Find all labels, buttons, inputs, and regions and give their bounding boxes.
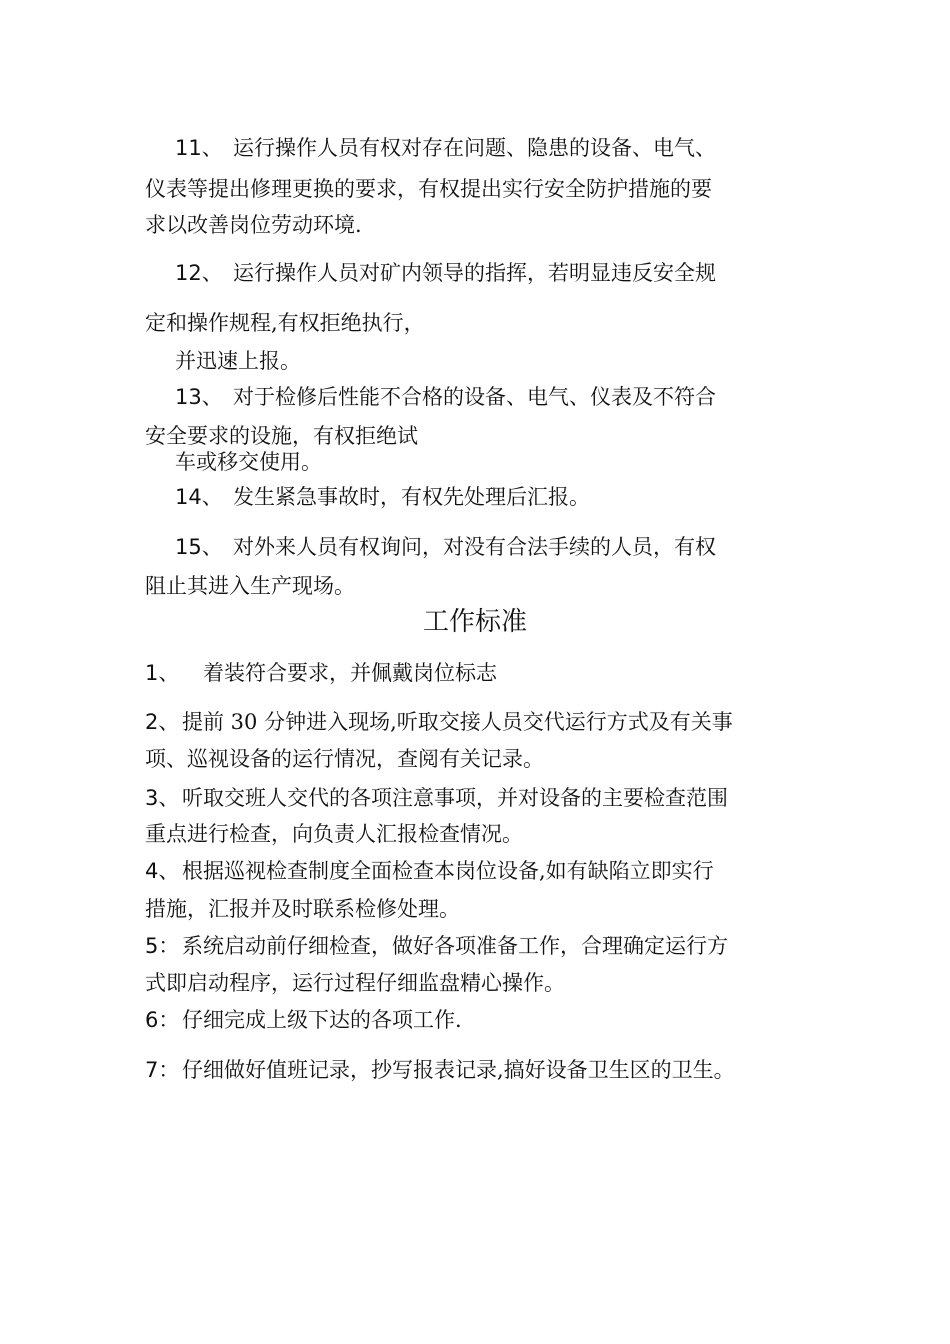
- section-title: 工作标准: [422, 607, 527, 637]
- item-text-line: 仔细做好值班记录，抄写报表记录,搞好设备卫生区的卫生。: [182, 1058, 735, 1082]
- item-text-line: 运行操作人员有权对存在问题、隐患的设备、电气、: [233, 136, 716, 160]
- item-number: 11、: [175, 136, 223, 160]
- item-number: 13、: [175, 385, 223, 409]
- item-number: 4、: [145, 859, 180, 883]
- item-text-line: 发生紧急事故时，有权先处理后汇报。: [233, 485, 590, 509]
- item-text-line: 并迅速上报。: [175, 349, 301, 373]
- item-number: 2、: [145, 710, 180, 734]
- item-text-line: 阻止其进入生产现场。: [145, 574, 355, 598]
- item-number: 15、: [175, 535, 223, 559]
- item-text-line: 听取交班人交代的各项注意事项，并对设备的主要检查范围: [182, 786, 728, 810]
- item-text-line: 着装符合要求，并佩戴岗位标志: [203, 661, 497, 685]
- item-number: 3、: [145, 786, 180, 810]
- item-text-line: 对外来人员有权询问，对没有合法手续的人员，有权: [233, 535, 716, 559]
- item-text-line: 系统启动前仔细检查，做好各项准备工作，合理确定运行方: [182, 934, 728, 958]
- item-number: 1、: [145, 661, 180, 685]
- item-number: 12、: [175, 261, 223, 285]
- item-text-line: 措施，汇报并及时联系检修处理。: [145, 897, 460, 921]
- item-text-line: 车或移交使用。: [175, 450, 322, 474]
- item-text-line: 根据巡视检查制度全面检查本岗位设备,如有缺陷立即实行: [182, 859, 714, 883]
- item-text-line: 仔细完成上级下达的各项工作.: [182, 1008, 462, 1032]
- item-number: 6：: [145, 1008, 180, 1032]
- item-text-line: 重点进行检查，向负责人汇报检查情况。: [145, 822, 523, 846]
- item-text-line: 安全要求的设施，有权拒绝试: [145, 424, 418, 448]
- item-text-line: 对于检修后性能不合格的设备、电气、仪表及不符合: [233, 385, 716, 409]
- item-text-line: 项、巡视设备的运行情况，查阅有关记录。: [145, 747, 544, 771]
- item-text-line: 求以改善岗位劳动环境.: [145, 213, 362, 237]
- item-number: 7：: [145, 1058, 180, 1082]
- item-text-line: 运行操作人员对矿内领导的指挥，若明显违反安全规: [233, 261, 716, 285]
- item-text-line: 仪表等提出修理更换的要求，有权提出实行安全防护措施的要: [145, 177, 712, 201]
- item-text-line: 定和操作规程,有权拒绝执行，: [145, 311, 425, 335]
- item-text-line: 式即启动程序，运行过程仔细监盘精心操作。: [145, 971, 565, 995]
- item-number: 5：: [145, 934, 180, 958]
- item-number: 14、: [175, 485, 223, 509]
- item-text-line: 提前 30 分钟进入现场,听取交接人员交代运行方式及有关事: [182, 710, 733, 734]
